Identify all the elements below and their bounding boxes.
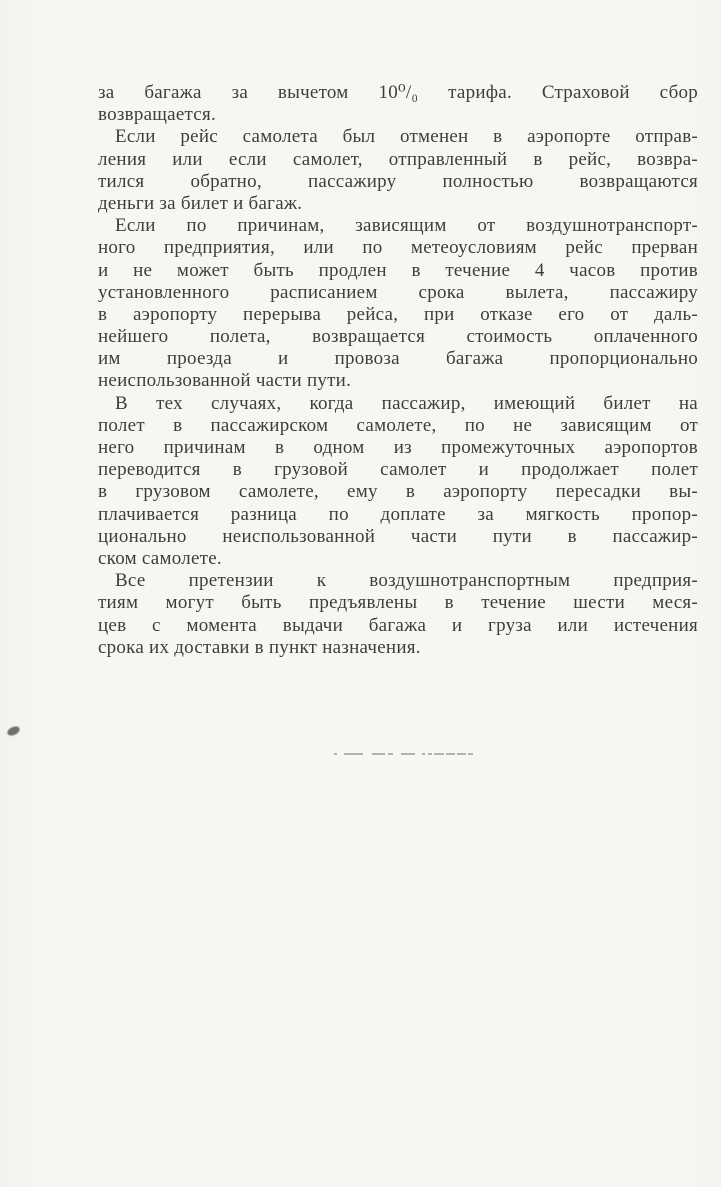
text-line: за багажа за вычетом 10⁰/₀ тарифа. Страховой сбор <box>98 82 698 103</box>
text-line: Если рейс самолета был отменен в аэропорте отправ- <box>115 126 698 148</box>
paragraph <box>98 82 698 126</box>
text-line: цев с момента выдачи багажа и груза или истечения <box>98 614 698 636</box>
paragraph <box>98 570 698 659</box>
text-line: него причинам в одном из промежуточных аэропортов <box>98 437 698 458</box>
text-line: тиям могут быть предъявлены в течение шести меся- <box>98 592 698 614</box>
text-line: неиспользованной части пути. <box>98 370 352 392</box>
text-line: установленного расписанием срока вылета, пассажиру <box>98 281 698 303</box>
text-line: возвращается. <box>98 104 216 126</box>
text-line: Все претензии к воздушнотранспортным предприя- <box>115 570 698 592</box>
text-line: срока их доставки в пункт назначения. <box>98 636 421 658</box>
text-line: ционально неиспользованной части пути в пассажир- <box>98 525 698 547</box>
text-line: Если по причинам, зависящим от воздушнотранспорт- <box>115 215 698 237</box>
paragraph <box>98 215 698 393</box>
text-line: полет в пассажирском самолете, по не зависящим от <box>98 414 698 436</box>
text-line: деньги за билет и багаж. <box>98 192 303 214</box>
text-block <box>98 82 698 659</box>
paragraph <box>98 393 698 571</box>
text-line: ском самолете. <box>98 547 222 569</box>
paragraph <box>98 126 698 215</box>
text-line: ления или если самолет, отправленный в рейс, возвра- <box>98 148 698 170</box>
text-line: нейшего полета, возвращается стоимость оплаченного <box>98 326 698 348</box>
text-line: В тех случаях, когда пассажир, имеющий билет на <box>115 392 698 414</box>
text-line: в грузовом самолете, ему в аэропорту пересадки вы- <box>98 481 698 503</box>
text-line: им проезда и провоза багажа пропорционально <box>98 348 698 370</box>
text-line: тился обратно, пассажиру полностью возвращаются <box>98 170 698 192</box>
ink-smudge <box>6 725 21 738</box>
text-line: плачивается разница по доплате за мягкость пропор- <box>98 503 698 525</box>
text-line: ного предприятия, или по метеоусловиям рейс прерван <box>98 237 698 259</box>
text-line: в аэропорту перерыва рейса, при отказе его от даль- <box>98 303 698 325</box>
text-line: переводится в грузовой самолет и продолжает полет <box>98 459 698 481</box>
section-divider-dashes <box>334 753 473 756</box>
text-line: и не может быть продлен в течение 4 часов против <box>98 259 698 281</box>
